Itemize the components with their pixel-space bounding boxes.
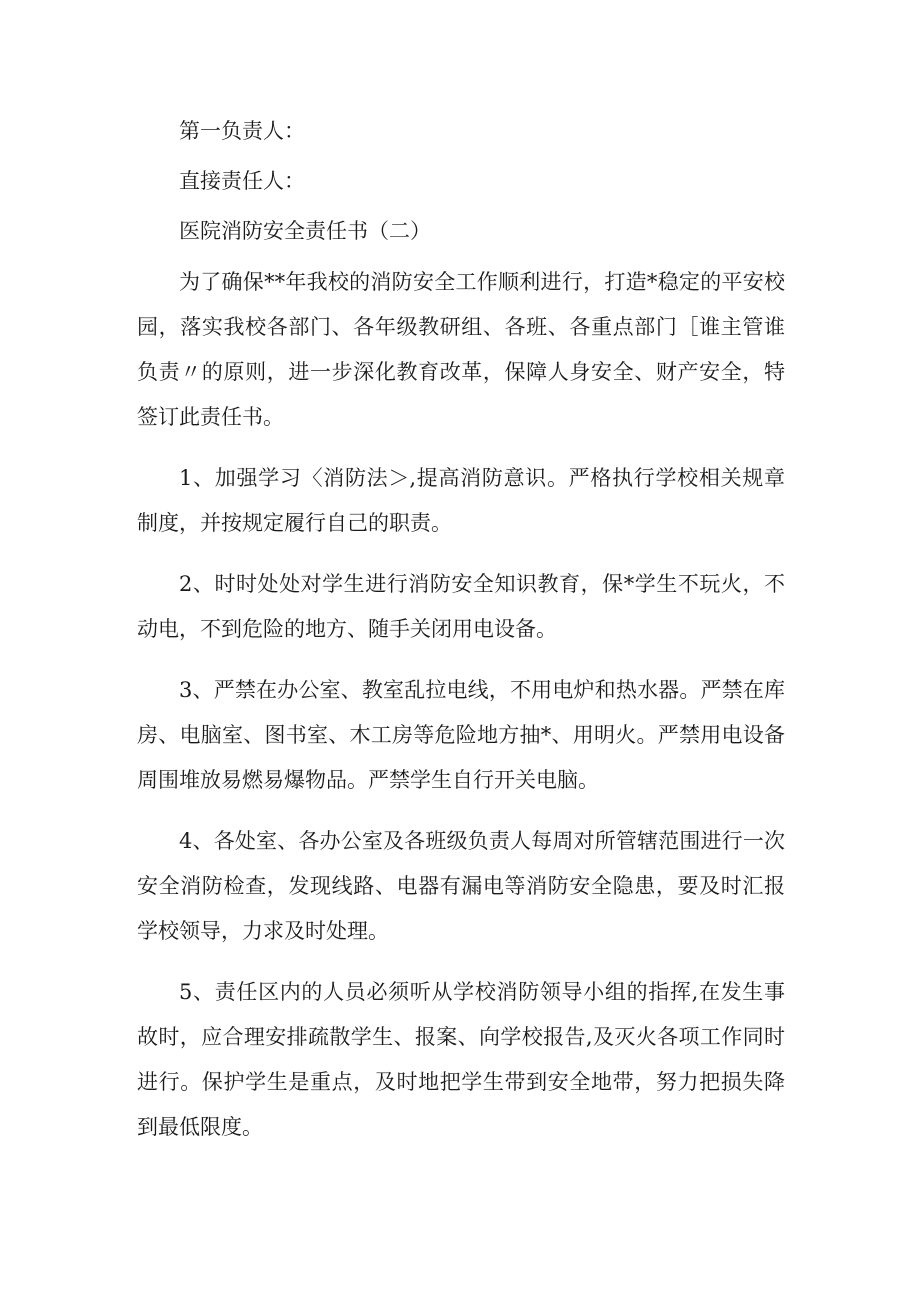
first-responsible-line: 第一负责人： (179, 119, 305, 143)
direct-responsible-line: 直接责任人： (179, 169, 305, 193)
paragraph-item-4: 4、各处室、各办公室及各班级负责人每周对所管辖范围进行一次安全消防检查，发现线路、电器有漏电等消防安全隐患，要及时汇报学校领导，力求及时处理。 (137, 829, 785, 943)
paragraph-item-3: 3、严禁在办公室、教室乱拉电线，不用电炉和热水器。严禁在库房、电脑室、图书室、木工房等危险地方抽*、用明火。严禁用电设备周围堆放易燃易爆物品。严禁学生自行开关电脑。 (137, 678, 785, 792)
paragraph-intro: 为了确保**年我校的消防安全工作顺利进行，打造*稳定的平安校园，落实我校各部门、各年级教研组、各班、各重点部门［谁主管谁负责〃的原则，进一步深化教育改革，保障人身安全、财产安全，特签订此责任书。 (137, 270, 785, 429)
paragraph-item-2: 2、时时处处对学生进行消防安全知识教育，保*学生不玩火，不动电，不到危险的地方、随手关闭用电设备。 (137, 572, 785, 641)
document-body (137, 110, 785, 1166)
paragraph-item-5: 5、责任区内的人员必须听从学校消防领导小组的指挥,在发生事故时，应合理安排疏散学生、报案、向学校报告,及灭火各项工作同时进行。保护学生是重点，及时地把学生带到安全地带，努力把损失降到最低限度。 (137, 980, 785, 1139)
paragraph-item-1: 1、加强学习〈消防法＞,提高消防意识。严格执行学校相关规章制度，并按规定履行自己的职责。 (137, 466, 785, 535)
document-subtitle: 医院消防安全责任书（二） (179, 219, 431, 243)
